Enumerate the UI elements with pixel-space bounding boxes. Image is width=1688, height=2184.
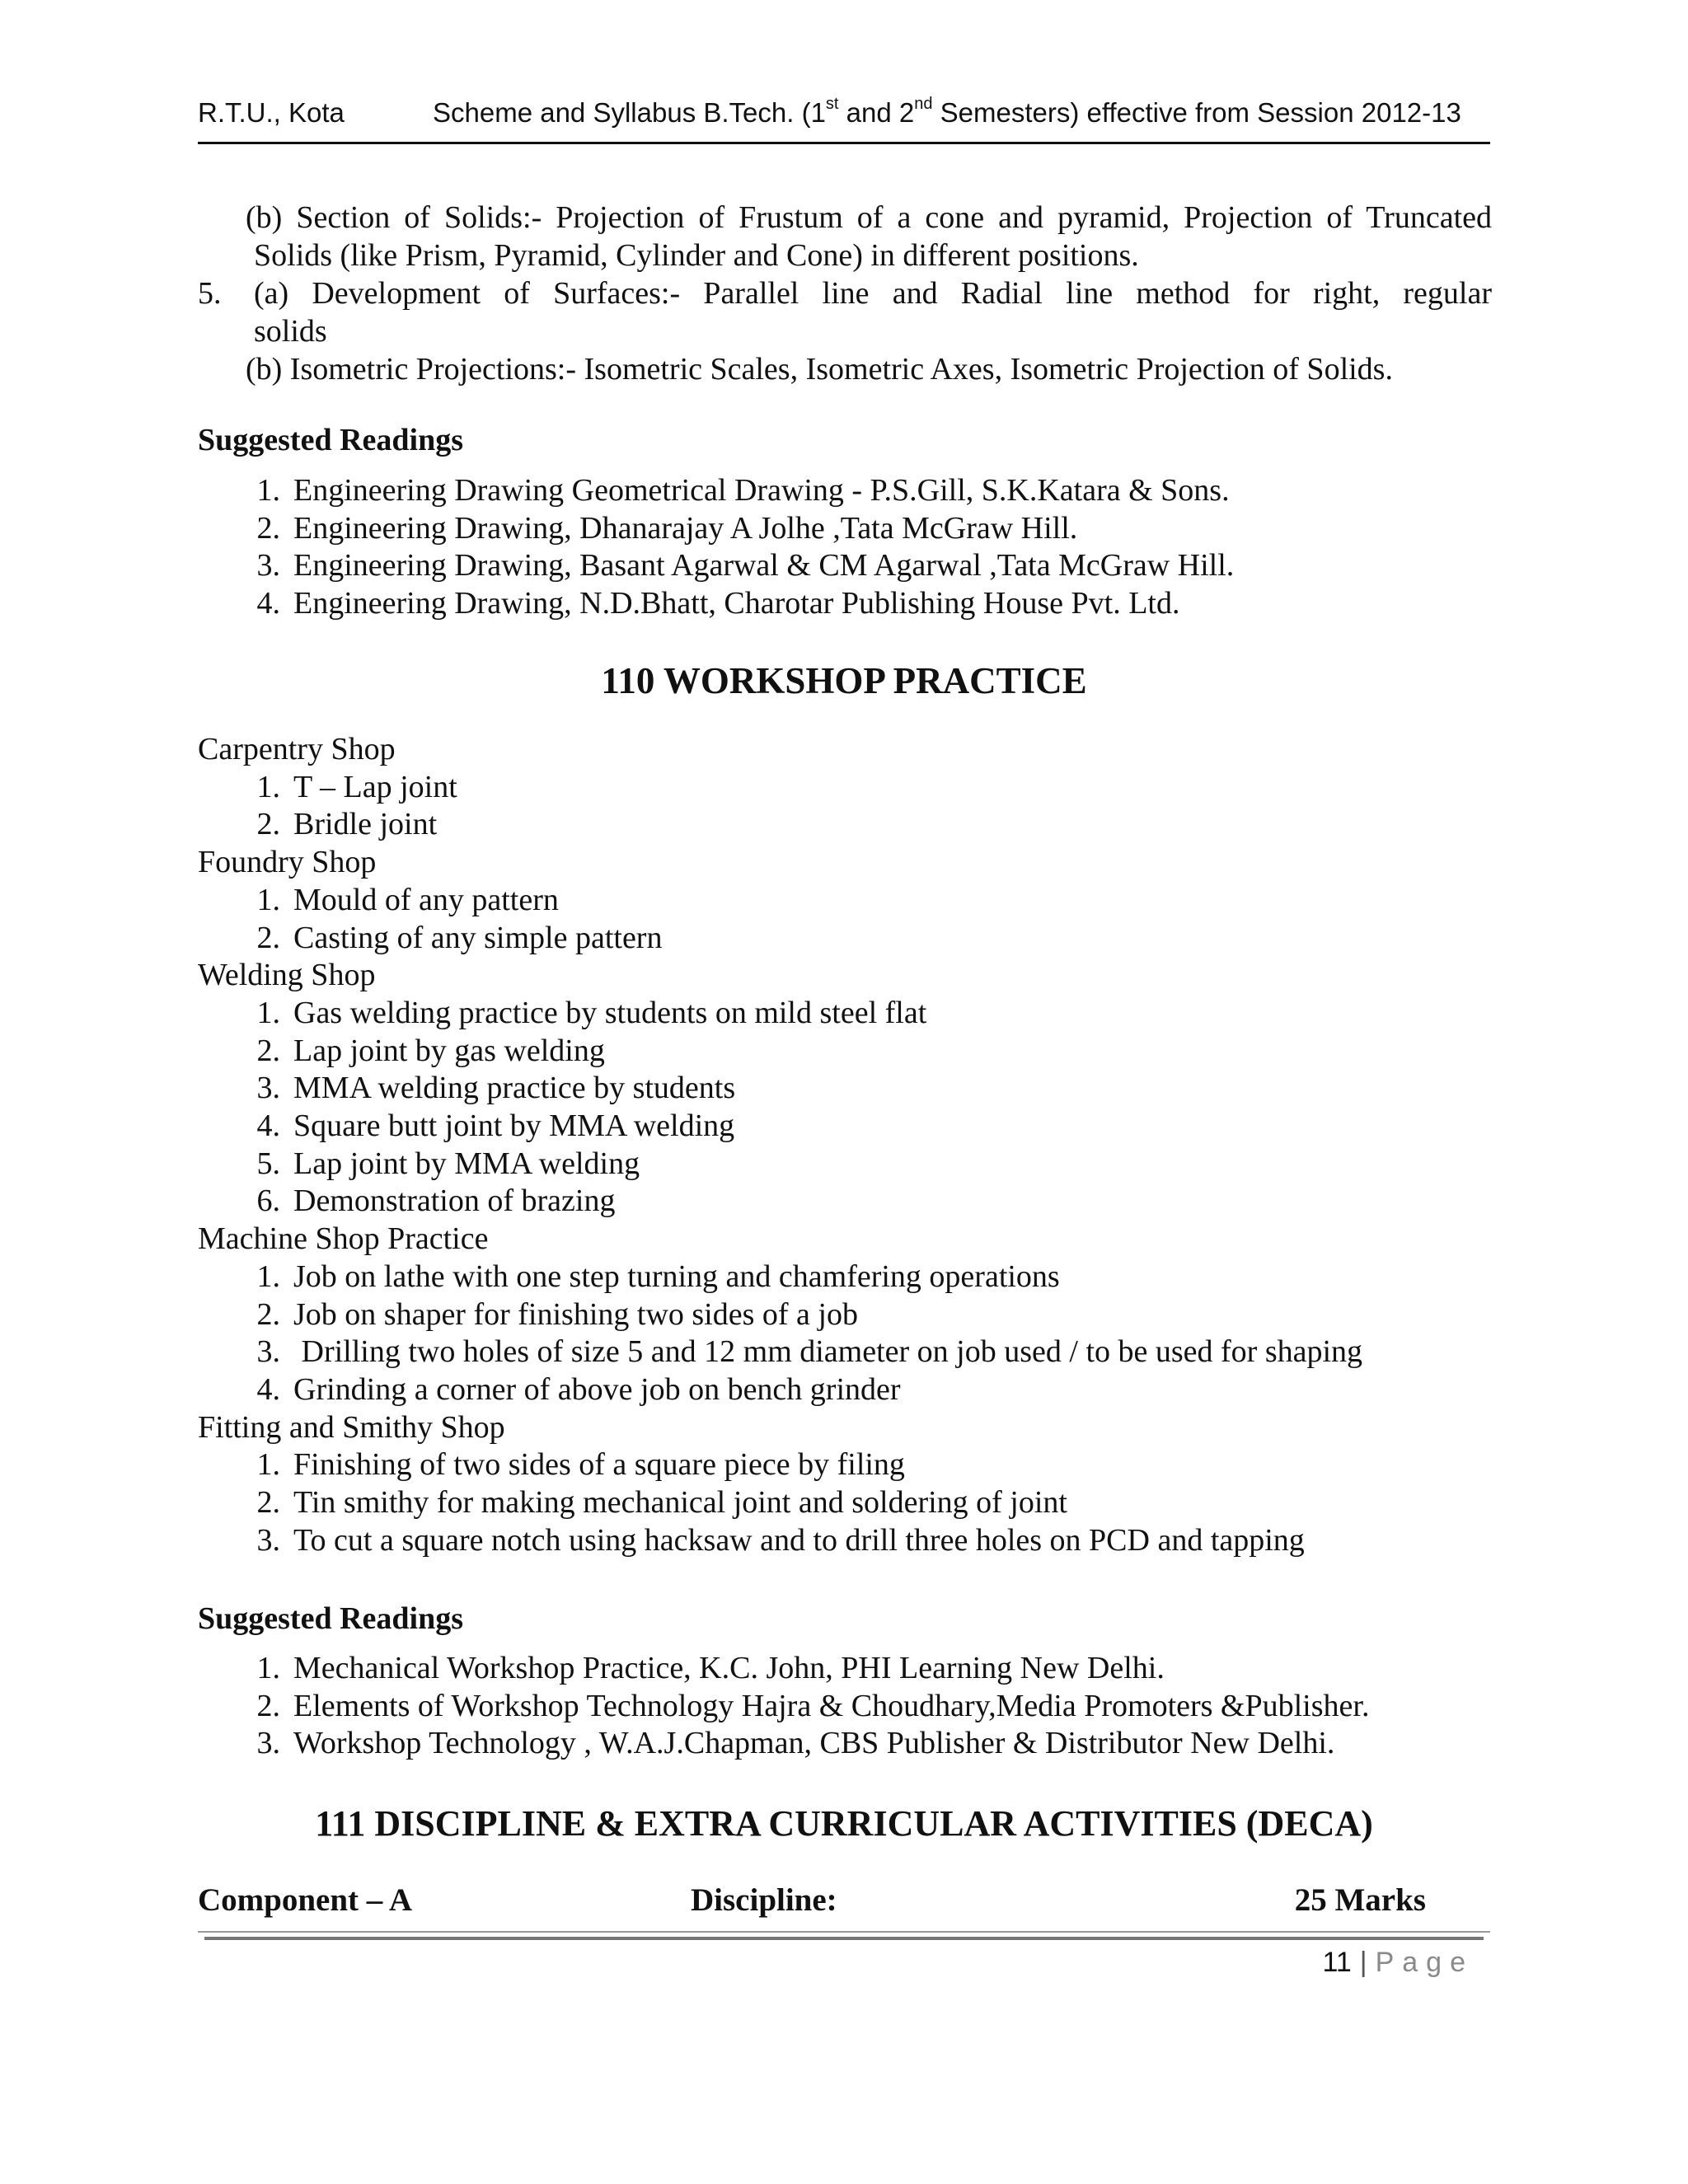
- list-item-text: Engineering Drawing, Dhanarajay A Jolhe ,Tata McGraw Hill.: [293, 510, 1078, 546]
- list-item-number: 2.: [256, 1485, 280, 1520]
- list-item: [231, 1446, 905, 1483]
- list-item-text: Demonstration of brazing: [293, 1183, 616, 1219]
- header-rule: [198, 142, 1490, 144]
- list-item: [231, 584, 1180, 622]
- list-item-number: 3.: [256, 1726, 280, 1761]
- list-item-number: 3.: [256, 1071, 280, 1106]
- list-item-text: Lap joint by gas welding: [293, 1033, 605, 1068]
- list-item: [231, 768, 457, 806]
- footer-rule: [204, 1937, 1484, 1940]
- list-item: [231, 919, 662, 957]
- header-title: [433, 97, 1461, 129]
- suggested-readings-heading: Suggested Readings: [198, 1601, 463, 1636]
- item5-b: (b) Isometric Projections:- Isometric Scales, Isometric Axes, Isometric Projection of Solids.: [246, 352, 1393, 387]
- list-item-number: 5.: [256, 1146, 280, 1181]
- list-item-text: Engineering Drawing, N.D.Bhatt, Charotar Publishing House Pvt. Ltd.: [293, 586, 1180, 621]
- list-item: [231, 1649, 1165, 1687]
- footer-rule: [198, 1931, 1490, 1933]
- footer-separator: |: [1359, 1947, 1367, 1978]
- list-item-number: 3.: [256, 548, 280, 583]
- list-item: [231, 1521, 1305, 1559]
- list-item-text: Finishing of two sides of a square piece by filing: [293, 1447, 905, 1483]
- list-item-number: 3.: [256, 1334, 280, 1370]
- list-item-number: 4.: [256, 1371, 280, 1407]
- list-item-number: 1.: [256, 1258, 280, 1294]
- list-item: [231, 509, 1077, 547]
- running-header: [198, 97, 1490, 147]
- list-item: [231, 546, 1234, 584]
- item5-line2: solids: [254, 314, 327, 349]
- list-item-text: Bridle joint: [293, 807, 438, 842]
- list-item-text: Job on lathe with one step turning and chamfering operations: [293, 1258, 1060, 1294]
- list-item-number: 4.: [256, 586, 280, 621]
- list-item: [231, 805, 437, 843]
- list-item-number: 2.: [256, 510, 280, 546]
- header-sup-st: st: [825, 95, 839, 113]
- list-item: [231, 1483, 1067, 1521]
- shop-heading: Welding Shop: [198, 958, 376, 993]
- list-item: [231, 1145, 640, 1183]
- item5-line1: (a) Development of Surfaces:- Parallel line and Radial line method for right, regular: [254, 276, 1492, 311]
- list-item-number: 6.: [256, 1183, 280, 1219]
- list-item: [231, 1182, 615, 1220]
- list-item-number: 4.: [256, 1108, 280, 1143]
- list-item: [231, 1333, 1362, 1371]
- component-row: [198, 1882, 1426, 1923]
- page-label: Page: [1375, 1947, 1474, 1978]
- list-item: [231, 1687, 1369, 1725]
- component-label: Component – A: [198, 1882, 413, 1918]
- list-item: [231, 1069, 735, 1107]
- list-item-text: Workshop Technology , W.A.J.Chapman, CBS Publisher & Distributor New Delhi.: [293, 1726, 1335, 1761]
- list-item-text: Grinding a corner of above job on bench grinder: [293, 1371, 901, 1407]
- header-institution: R.T.U., Kota: [198, 97, 345, 128]
- list-item-number: 2.: [256, 920, 280, 955]
- shop-heading: Foundry Shop: [198, 845, 377, 880]
- list-item-text: Engineering Drawing, Basant Agarwal & CM Agarwal ,Tata McGraw Hill.: [293, 548, 1235, 583]
- list-item-text: Mechanical Workshop Practice, K.C. John, PHI Learning New Delhi.: [293, 1651, 1165, 1685]
- section-title-deca: 111 DISCIPLINE & EXTRA CURRICULAR ACTIVITIES (DECA): [315, 1803, 1373, 1844]
- list-item-text: Job on shaper for finishing two sides of a job: [293, 1296, 858, 1332]
- header-title-part: and 2: [838, 97, 915, 128]
- list-item-number: 1.: [256, 1651, 280, 1685]
- list-item: [231, 1724, 1334, 1762]
- header-title-part: Semesters) effective from Session 2012-13: [932, 97, 1461, 128]
- list-item-text: Casting of any simple pattern: [293, 920, 663, 955]
- list-item: [231, 1258, 1060, 1296]
- marks-label: 25 Marks: [1294, 1882, 1426, 1918]
- list-item-text: To cut a square notch using hacksaw and to drill three holes on PCD and tapping: [293, 1522, 1305, 1558]
- header-sup-nd: nd: [914, 95, 933, 113]
- list-item: [231, 994, 926, 1032]
- list-item-number: 1.: [256, 1447, 280, 1483]
- list-item: [231, 1107, 734, 1145]
- shop-heading: Carpentry Shop: [198, 732, 396, 766]
- discipline-label: Discipline:: [691, 1882, 837, 1918]
- list-item-text: Tin smithy for making mechanical joint and soldering of joint: [293, 1485, 1067, 1520]
- list-item-number: 1.: [256, 769, 280, 804]
- list-item-text: Gas welding practice by students on mild steel flat: [293, 995, 927, 1030]
- list-item-number: 1.: [256, 473, 280, 508]
- list-item-number: 1.: [256, 995, 280, 1030]
- list-item-text: Engineering Drawing Geometrical Drawing - P.S.Gill, S.K.Katara & Sons.: [293, 473, 1230, 508]
- list-item: [231, 1296, 858, 1333]
- header-title-part: Scheme and Syllabus B.Tech. (1: [433, 97, 826, 128]
- list-item-number: 3.: [256, 1522, 280, 1558]
- list-item-text: Mould of any pattern: [293, 882, 559, 917]
- list-item-number: 2.: [256, 1688, 280, 1723]
- list-item: [231, 1032, 605, 1070]
- list-item-text: Square butt joint by MMA welding: [293, 1108, 735, 1143]
- suggested-readings-heading: Suggested Readings: [198, 423, 463, 457]
- list-item: [231, 1371, 901, 1408]
- list-item-text: MMA welding practice by students: [293, 1071, 736, 1106]
- list-item-number: 2.: [256, 1033, 280, 1068]
- shop-heading: Fitting and Smithy Shop: [198, 1409, 505, 1445]
- page-footer: [1322, 1947, 1474, 1979]
- list-item-text: Lap joint by MMA welding: [293, 1146, 640, 1181]
- list-item: [231, 471, 1230, 509]
- list-item-number: 1.: [256, 882, 280, 917]
- list-item: [231, 881, 559, 919]
- page-number: 11: [1322, 1947, 1352, 1978]
- section-title-workshop: 110 WORKSHOP PRACTICE: [601, 660, 1087, 701]
- list-item-number: 2.: [256, 1296, 280, 1332]
- list-item-number: 2.: [256, 807, 280, 842]
- list-item-text: Elements of Workshop Technology Hajra & Choudhary,Media Promoters &Publisher.: [293, 1688, 1370, 1723]
- item5-number: 5.: [198, 276, 222, 311]
- list-item-text: Drilling two holes of size 5 and 12 mm diameter on job used / to be used for shaping: [293, 1334, 1363, 1370]
- section-b-line1: (b) Section of Solids:- Projection of Frustum of a cone and pyramid, Projection of Truncated: [246, 200, 1492, 235]
- list-item-text: T – Lap joint: [293, 769, 457, 804]
- shop-heading: Machine Shop Practice: [198, 1221, 489, 1257]
- section-b-line2: Solids (like Prism, Pyramid, Cylinder and Cone) in different positions.: [254, 238, 1139, 273]
